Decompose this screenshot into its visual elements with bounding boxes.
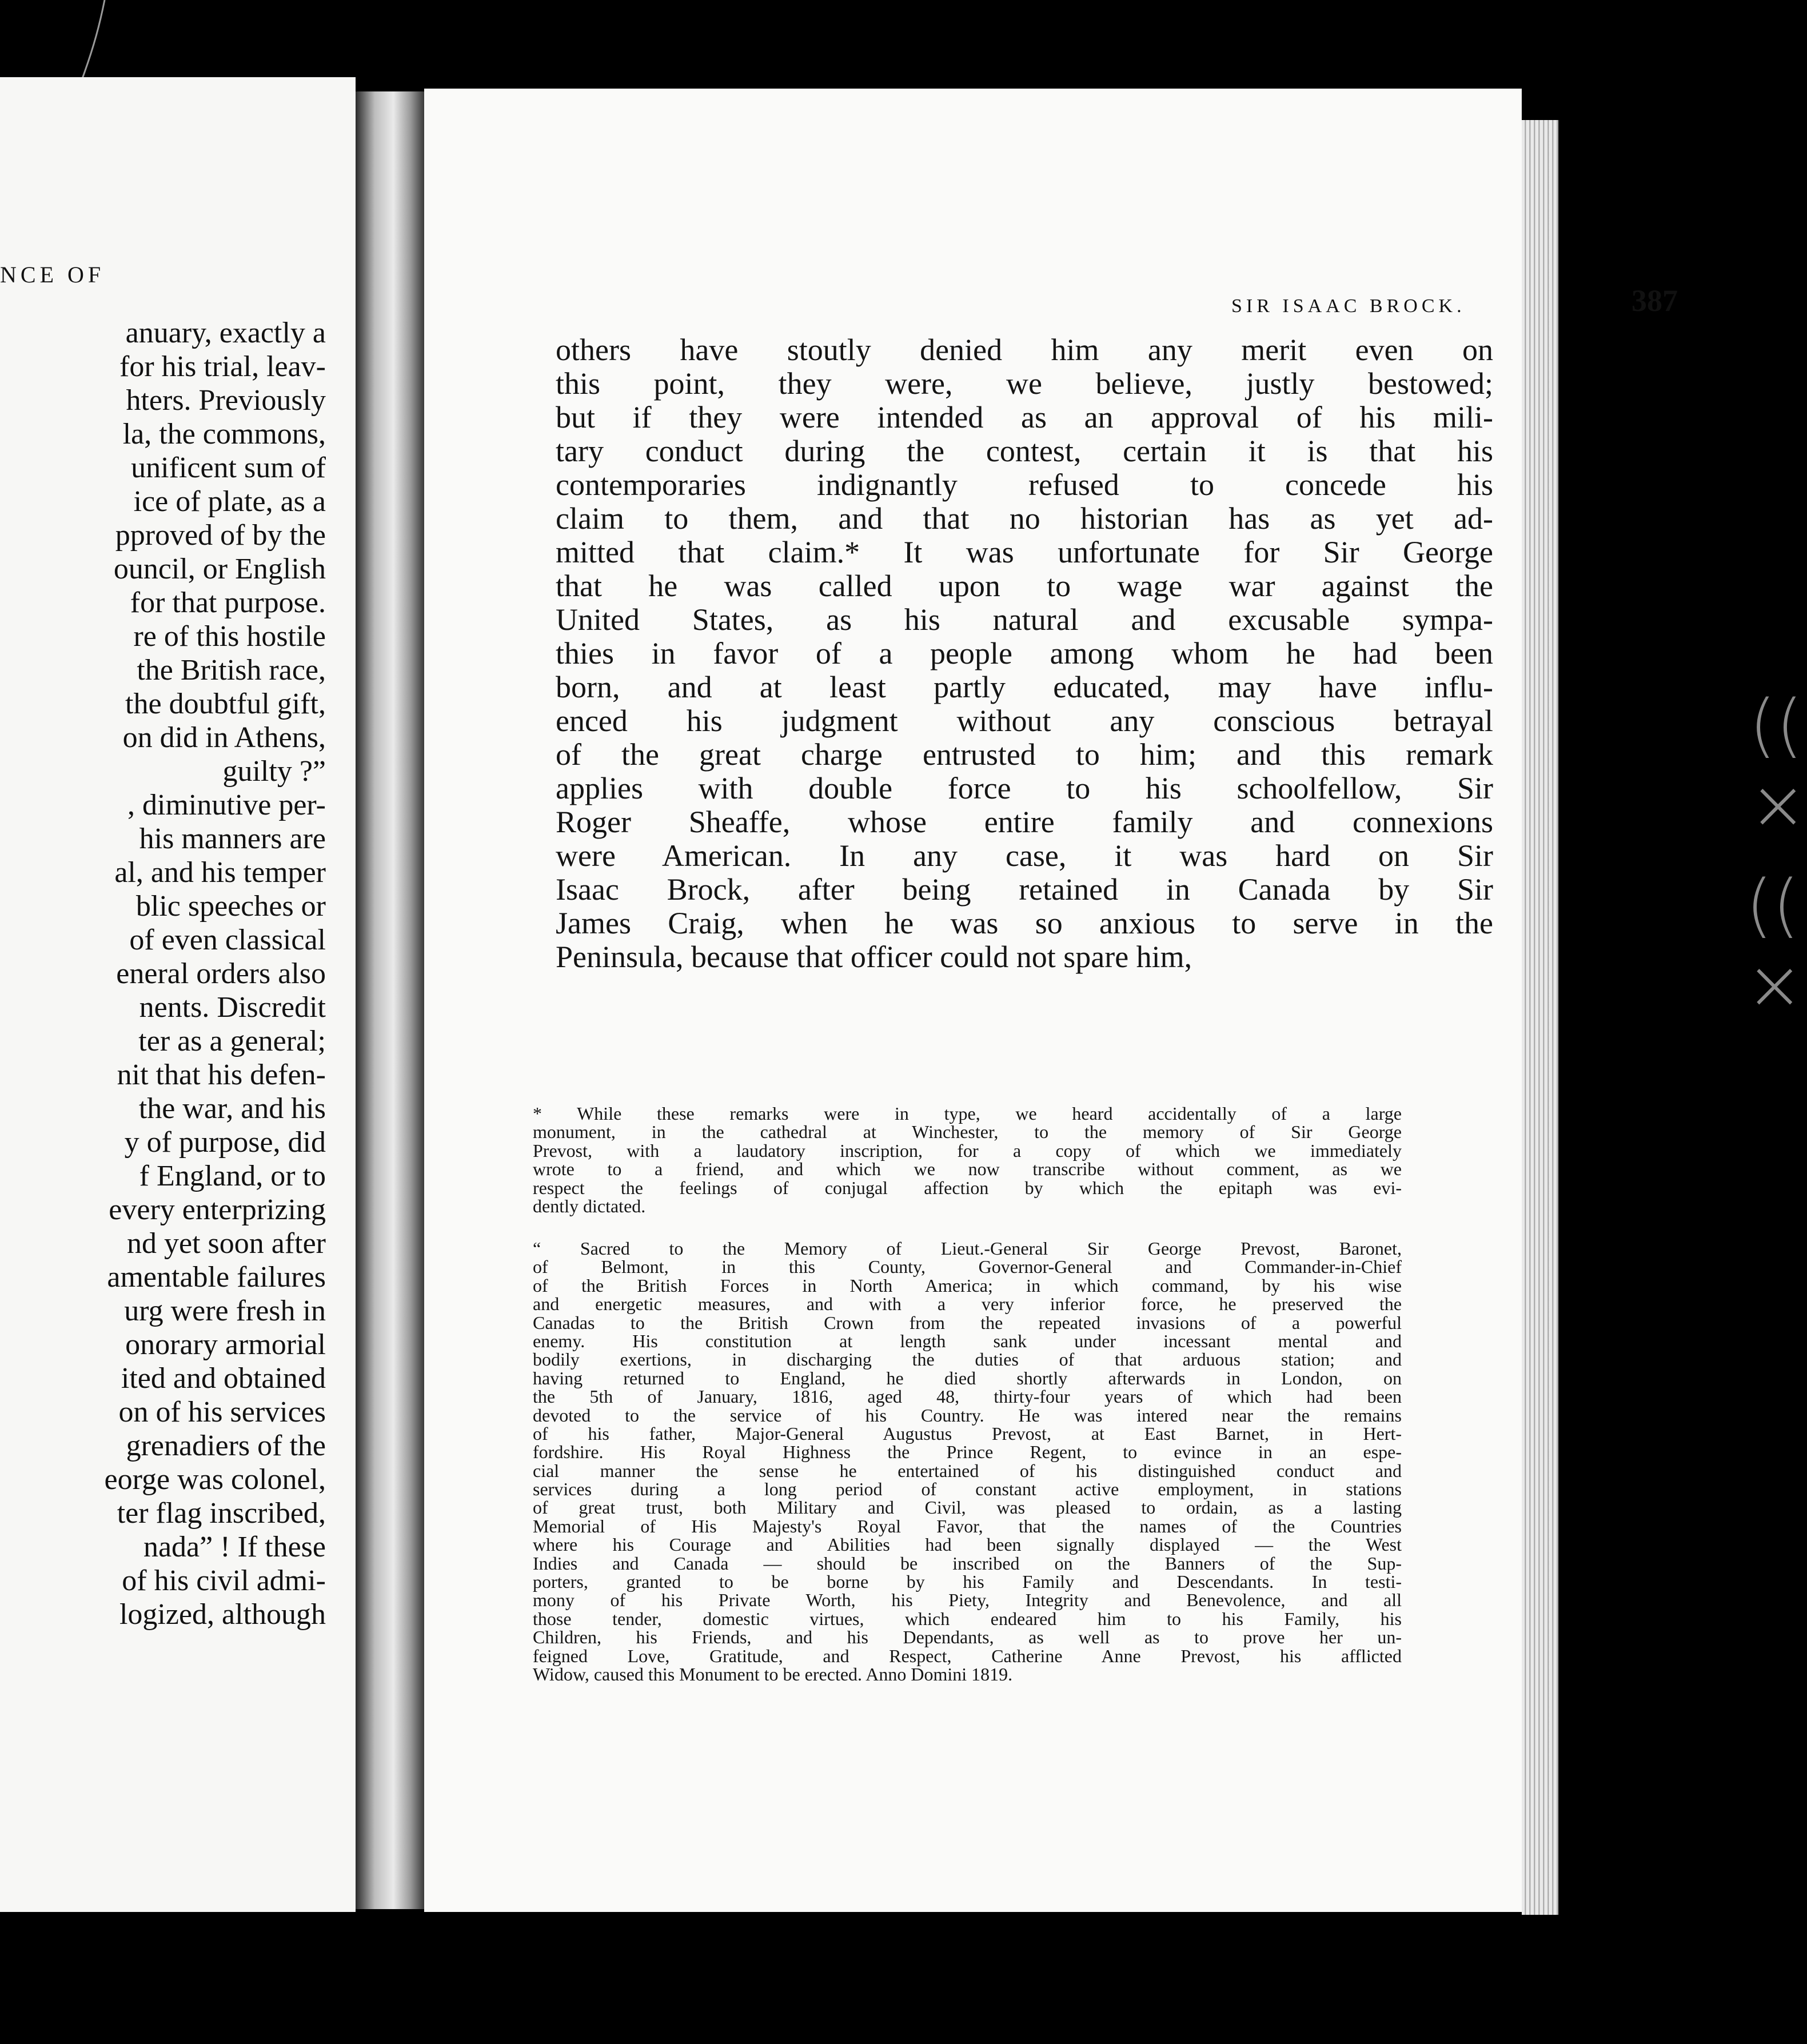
footnote-line: respect the feelings of conjugal affection by which the epitaph was evi- xyxy=(533,1177,1402,1198)
footnote-line: of the British Forces in North America; in which command, by his wise xyxy=(533,1275,1402,1296)
footnote-line: Indies and Canada — should be inscribed on the Banners of the Sup- xyxy=(533,1552,1402,1574)
footnote-line: cial manner the sense he entertained of his distinguished conduct and xyxy=(533,1460,1402,1481)
left-text-line: the British race, xyxy=(137,654,326,686)
left-text-line: on did in Athens, xyxy=(122,721,326,754)
body-text-line: Isaac Brock, after being retained in Canada by Sir xyxy=(556,872,1493,907)
body-text-line: mitted that claim.* It was unfortunate for Sir George xyxy=(556,535,1493,569)
footnote-line: Children, his Friends, and his Dependants, as well as to prove her un- xyxy=(533,1627,1402,1648)
left-text-line: ter as a general; xyxy=(138,1025,326,1057)
left-text-line: guilty ?” xyxy=(222,755,326,788)
left-page xyxy=(0,77,356,1912)
footnote-line: * While these remarks were in type, we heard accidentally of a large xyxy=(533,1103,1402,1124)
left-text-line: the war, and his xyxy=(138,1092,326,1125)
left-text-line: blic speeches or xyxy=(135,890,326,923)
footnote-line: Prevost, with a laudatory inscription, for a copy of which we immediately xyxy=(533,1140,1402,1161)
body-text-line: Peninsula, because that officer could not spare him, xyxy=(556,940,1192,974)
left-text-line: every enterprizing xyxy=(109,1193,326,1226)
book-gutter xyxy=(356,91,424,1909)
left-text-line: unificent sum of xyxy=(131,452,326,484)
footnote-line: and energetic measures, and with a very inferior force, he preserved the xyxy=(533,1294,1402,1315)
left-text-line: , diminutive per- xyxy=(127,789,326,821)
footnote-line: of great trust, both Military and Civil, was pleased to ordain, as a lasting xyxy=(533,1497,1402,1518)
left-text-line: amentable failures xyxy=(107,1261,326,1294)
left-text-line: ouncil, or English xyxy=(113,553,326,585)
page-edges xyxy=(1522,120,1558,1915)
footnote-intro xyxy=(533,1104,1402,1215)
footnote-line: wrote to a friend, and which we now transcribe without comment, as we xyxy=(533,1159,1402,1180)
left-text-line: of his civil admi- xyxy=(122,1564,326,1597)
body-text-line: contemporaries indignantly refused to concede his xyxy=(556,468,1493,502)
running-title: SIR ISAAC BROCK. xyxy=(1231,296,1466,317)
right-page xyxy=(424,89,1807,1912)
left-text-line: nada” ! If these xyxy=(143,1531,326,1563)
footnote-line: “ Sacred to the Memory of Lieut.-General Sir George Prevost, Baronet, xyxy=(533,1238,1402,1259)
left-text-line: hters. Previously xyxy=(126,384,326,417)
footnote-line: bodily exertions, in discharging the duties of that arduous station; and xyxy=(533,1349,1402,1370)
footnote-line: of Belmont, in this County, Governor-General and Commander-in-Chief xyxy=(533,1256,1402,1278)
footnote-line: those tender, domestic virtues, which endeared him to his Family, his xyxy=(533,1608,1402,1629)
body-text-line: United States, as his natural and excusable sympa- xyxy=(556,602,1493,637)
footnote-line: mony of his Private Worth, his Piety, Integrity and Benevolence, and all xyxy=(533,1590,1402,1611)
left-text-line: eneral orders also xyxy=(116,957,326,990)
left-text-line: for his trial, leav- xyxy=(119,350,326,383)
footnote-line: monument, in the cathedral at Winchester, to the memory of Sir George xyxy=(533,1121,1402,1143)
footnote-line: services during a long period of constant active employment, in stations xyxy=(533,1479,1402,1500)
left-text-line: the doubtful gift, xyxy=(125,688,326,720)
body-text-line: others have stoutly denied him any merit even on xyxy=(556,333,1493,367)
left-text-line: la, the commons, xyxy=(122,418,326,450)
footnote-line: of his father, Major-General Augustus Prevost, at East Barnet, in Hert- xyxy=(533,1423,1402,1444)
body-text-line: tary conduct during the contest, certain it is that his xyxy=(556,434,1493,468)
left-text-line: re of this hostile xyxy=(133,620,326,653)
footnote-line: porters, granted to be borne by his Family and Descendants. In testi- xyxy=(533,1571,1402,1592)
left-text-line: f England, or to xyxy=(139,1160,326,1192)
left-text-line: ter flag inscribed, xyxy=(117,1497,326,1530)
footnote-line: dently dictated. xyxy=(533,1195,646,1216)
left-text-line: his manners are xyxy=(139,823,326,855)
footnote-line: Memorial of His Majesty's Royal Favor, that the names of the Countries xyxy=(533,1515,1402,1536)
footnote-epitaph xyxy=(533,1239,1402,1683)
body-text-line: this point, they were, we believe, justly bestowed; xyxy=(556,366,1493,401)
footnote-line: Canadas to the British Crown from the repeated invasions of a powerful xyxy=(533,1312,1402,1333)
left-text-line: ice of plate, as a xyxy=(133,485,326,518)
left-text-line: grenadiers of the xyxy=(126,1430,326,1462)
left-text-line: of even classical xyxy=(129,924,326,956)
footnote-line: where his Courage and Abilities had been signally displayed — the West xyxy=(533,1534,1402,1555)
body-text-line: were American. In any case, it was hard on Sir xyxy=(556,839,1493,873)
left-text-line: on of his services xyxy=(118,1396,326,1428)
left-text-line: y of purpose, did xyxy=(124,1126,326,1159)
body-text xyxy=(556,333,1493,974)
body-text-line: James Craig, when he was so anxious to serve in the xyxy=(556,906,1493,940)
left-text-line: logized, although xyxy=(119,1598,326,1631)
page-number: 387 xyxy=(1632,284,1678,318)
left-page-text xyxy=(0,316,326,1631)
footnote-line: enemy. His constitution at length sank under incessant mental and xyxy=(533,1330,1402,1351)
footnote-line: Widow, caused this Monument to be erected. Anno Domini 1819. xyxy=(533,1663,1013,1684)
left-text-line: nents. Discredit xyxy=(139,991,326,1024)
footnote-line: the 5th of January, 1816, aged 48, thirty-four years of which had been xyxy=(533,1386,1402,1407)
body-text-line: applies with double force to his schoolfellow, Sir xyxy=(556,771,1493,805)
footnote-line: feigned Love, Gratitude, and Respect, Catherine Anne Prevost, his afflicted xyxy=(533,1645,1402,1666)
body-text-line: enced his judgment without any conscious betrayal xyxy=(556,704,1493,738)
body-text-line: thies in favor of a people among whom he had been xyxy=(556,636,1493,670)
body-text-line: that he was called upon to wage war against the xyxy=(556,569,1493,603)
left-page-header: NCE OF xyxy=(0,262,105,288)
footnote-line: devoted to the service of his Country. He was intered near the remains xyxy=(533,1404,1402,1426)
margin-pencil-mark: (( × xyxy=(1746,866,1804,1025)
left-text-line: onorary armorial xyxy=(125,1328,326,1361)
body-text-line: claim to them, and that no historian has as yet ad- xyxy=(556,501,1493,536)
left-text-line: for that purpose. xyxy=(130,586,326,619)
left-text-line: pproved of by the xyxy=(115,519,326,552)
footnote-line: fordshire. His Royal Highness the Prince Regent, to evince in an espe- xyxy=(533,1442,1402,1463)
footnote-line: having returned to England, he died shortly afterwards in London, on xyxy=(533,1367,1402,1388)
left-text-line: nd yet soon after xyxy=(126,1227,326,1260)
left-text-line: anuary, exactly a xyxy=(125,317,326,349)
body-text-line: Roger Sheaffe, whose entire family and connexions xyxy=(556,805,1493,839)
left-text-line: eorge was colonel, xyxy=(104,1463,326,1496)
body-text-line: of the great charge entrusted to him; and this remark xyxy=(556,737,1493,772)
body-text-line: born, and at least partly educated, may have influ- xyxy=(556,670,1493,704)
left-text-line: urg were fresh in xyxy=(124,1295,326,1327)
margin-pencil-mark: (( × xyxy=(1749,686,1807,845)
left-text-line: ited and obtained xyxy=(121,1362,326,1395)
left-text-line: al, and his temper xyxy=(114,856,326,889)
scratch-mark xyxy=(77,0,111,86)
left-text-line: nit that his defen- xyxy=(117,1059,326,1091)
body-text-line: but if they were intended as an approval of his mili- xyxy=(556,400,1493,434)
